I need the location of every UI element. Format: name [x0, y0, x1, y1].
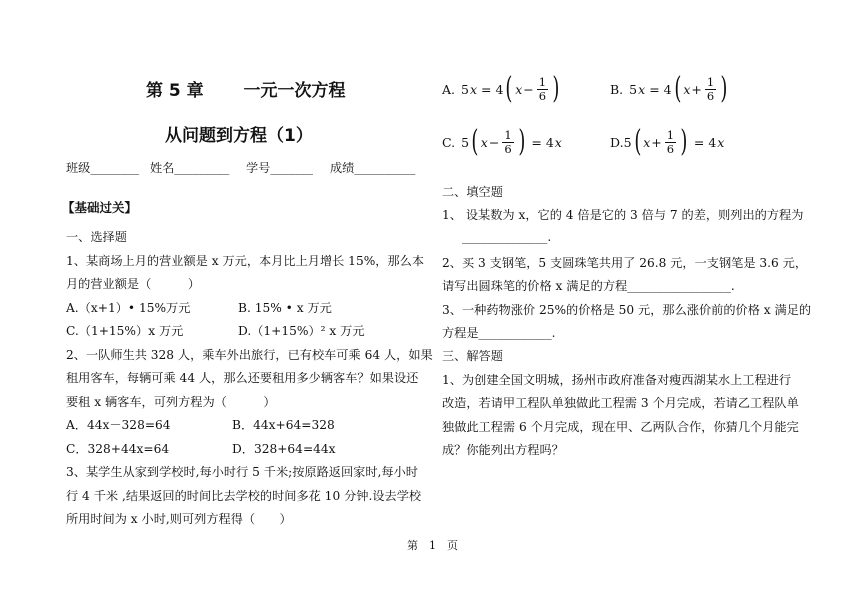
q3-option-c: C. 5 ( x − $\frac{1}{6}$ ) = 4 x — [442, 124, 562, 159]
fill-q3-line2: 方程是____________. — [442, 326, 556, 340]
part1-heading: 一、选择题 — [66, 230, 127, 244]
fraction-one-sixth: $\frac{1}{6}$ — [666, 128, 675, 156]
q1-option-b: B. 15% • x 万元 — [238, 301, 332, 315]
fill-q2-line2: 请写出圆珠笔的价格 x 满足的方程_________________. — [442, 279, 735, 293]
chapter-number: 第 5 章 — [146, 81, 204, 101]
q1-option-d: D.（1+15%）² x 万元 — [238, 324, 365, 338]
q3-text-line2: 行 4 千米 ,结果返回的时间比去学校的时间多花 10 分钟.设去学校 — [66, 489, 422, 503]
q3-option-d: D. 5 ( x + $\frac{1}{6}$ ) = 4 x — [610, 124, 725, 159]
q2-option-c: C．328+44x=64 — [66, 442, 170, 456]
fill-q2-line1: 2、买 3 支钢笔，5 支圆珠笔共用了 26.8 元，一支钢笔是 3.6 元， — [442, 256, 808, 270]
fraction-one-sixth: $\frac{1}{6}$ — [504, 128, 512, 156]
chapter-title — [146, 76, 346, 101]
q2-option-a: A．44x－328=64 — [66, 418, 171, 432]
q2-text-line3: 要租 x 辆客车，可列方程为（ ） — [66, 395, 276, 409]
page-number: 第 1 页 — [407, 539, 458, 552]
basic-section-heading: 【基础过关】 — [62, 200, 138, 215]
q3-text-line1: 3、某学生从家到学校时,每小时行 5 千米;按原路返回家时,每小时 — [66, 465, 418, 479]
q1-text-line2: 月的营业额是（ ） — [66, 277, 201, 291]
fill-q3-line1: 3、一种药物涨价 25%的价格是 50 元，那么涨价前的价格 x 满足的 — [442, 303, 812, 317]
class-field: 班级________ — [66, 161, 140, 175]
fraction-one-sixth: $\frac{1}{6}$ — [538, 75, 547, 103]
q1-option-a: A.（x+1）• 15%万元 — [66, 301, 191, 315]
lesson-title: 从问题到方程（1） — [165, 126, 313, 146]
solve-q1-line1: 1、为创建全国文明城，扬州市政府准备对瘦西湖某水上工程进行 — [442, 373, 792, 387]
q2-option-b: B．44x+64=328 — [232, 418, 335, 432]
q1-option-c: C.（1+15%）x 万元 — [66, 324, 184, 338]
q3-option-b: B. 5 x = 4 ( x + $\frac{1}{6}$ ) — [610, 71, 728, 106]
solve-q1-line3: 独做此工程需 6 个月完成，现在甲、乙两队合作，你猜几个月能完 — [442, 420, 799, 434]
name-field: 姓名_________ — [150, 161, 230, 175]
q2-text-line2: 租用客车，每辆可乘 44 人，那么还要租用多少辆客车？如果设还 — [66, 371, 419, 385]
score-field: 成绩__________ — [330, 161, 416, 175]
fraction-one-sixth: $\frac{1}{6}$ — [706, 75, 715, 103]
q2-option-d: D．328+64=44x — [232, 442, 336, 456]
fill-q1-line2: ______________. — [462, 230, 552, 244]
student-id-field: 学号_______ — [246, 161, 314, 175]
chapter-name: 一元一次方程 — [243, 81, 346, 101]
part3-heading: 三、解答题 — [442, 349, 503, 363]
fill-q1-line1: 1、 设某数为 x，它的 4 倍是它的 3 倍与 7 的差，则列出的方程为 — [442, 208, 804, 222]
q3-text-line3: 所用时间为 x 小时,则可列方程得（ ） — [66, 512, 292, 526]
q2-text-line1: 2、一队师生共 328 人，乘车外出旅行，已有校车可乘 64 人，如果 — [66, 348, 433, 362]
part2-heading: 二、填空题 — [442, 185, 503, 199]
solve-q1-line2: 改造，若请甲工程队单独做此工程需 3 个月完成，若请乙工程队单 — [442, 396, 799, 410]
q3-option-a: A. 5 x = 4 ( x − $\frac{1}{6}$ ) — [442, 71, 560, 106]
solve-q1-line4: 成？你能列出方程吗？ — [442, 443, 564, 457]
q1-text-line1: 1、某商场上月的营业额是 x 万元，本月比上月增长 15%，那么本 — [66, 254, 425, 268]
